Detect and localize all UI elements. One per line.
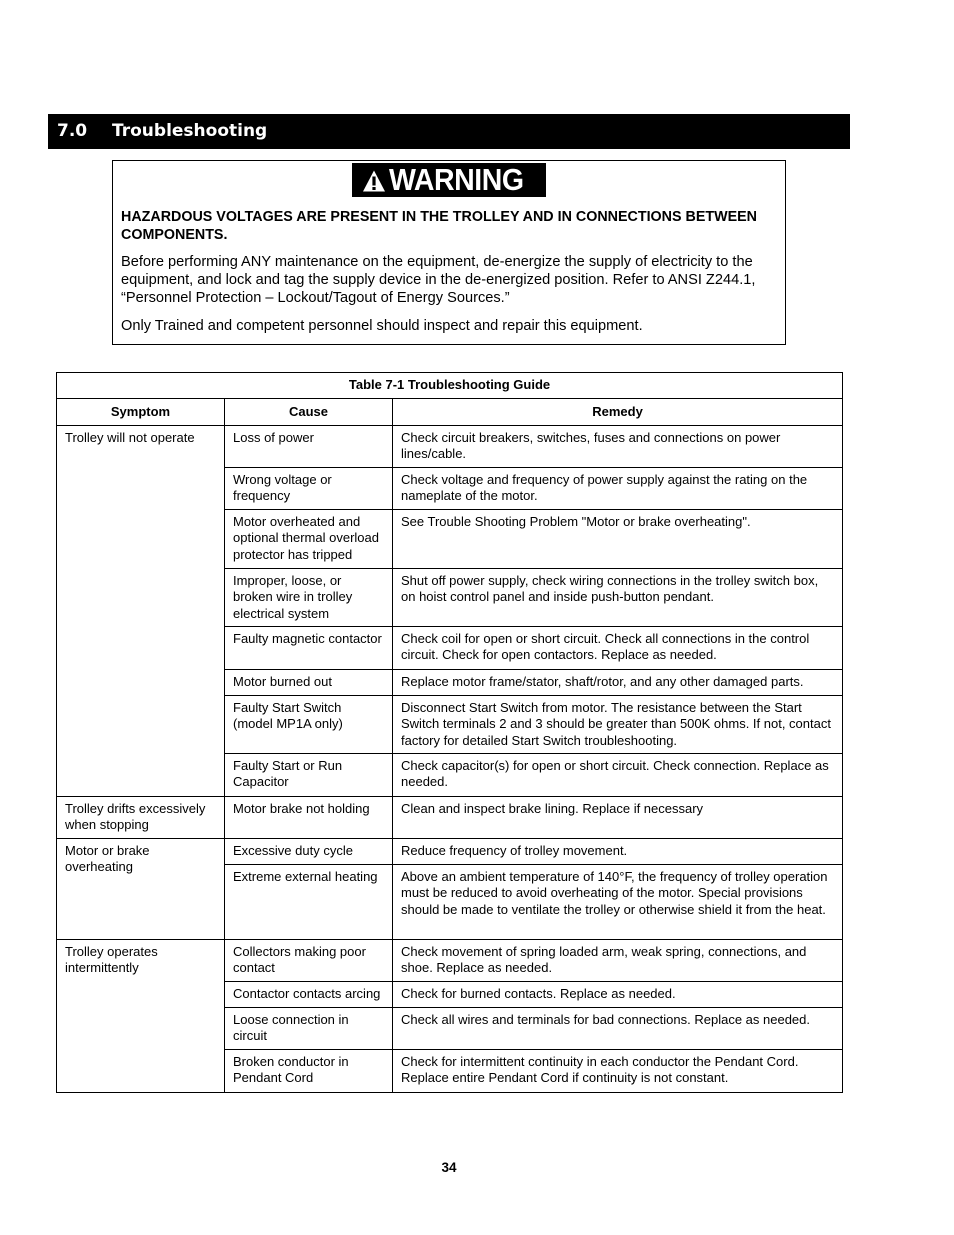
warning-banner <box>352 163 546 197</box>
warning-label: WARNING <box>389 162 524 197</box>
cause-cell: Faulty Start or Run Capacitor <box>225 754 393 797</box>
remedy-cell: Check movement of spring loaded arm, weak spring, connections, and shoe. Replace as needed. <box>393 940 843 982</box>
remedy-cell: Shut off power supply, check wiring connections in the trolley switch box, on hoist control panel and inside push-button pendant. <box>393 569 843 627</box>
warning-paragraph: Only Trained and competent personnel should inspect and repair this equipment. <box>121 318 643 334</box>
remedy-cell: Check capacitor(s) for open or short circuit. Check connection. Replace as needed. <box>393 754 843 797</box>
cause-cell: Contactor contacts arcing <box>225 982 393 1008</box>
cause-cell: Collectors making poor contact <box>225 940 393 982</box>
cause-cell: Extreme external heating <box>225 865 393 940</box>
remedy-cell: Check for intermittent continuity in each conductor the Pendant Cord. Replace entire Pendant Cord if continuity is not constant. <box>393 1050 843 1093</box>
remedy-cell: Check all wires and terminals for bad connections. Replace as needed. <box>393 1008 843 1050</box>
remedy-cell: Above an ambient temperature of 140°F, the frequency of trolley operation must be reduced to avoid overheating of the motor. Special provisions should be made to ventilate the trolley or otherwise shield it from the heat. <box>393 865 843 940</box>
troubleshooting-table <box>56 372 843 1093</box>
table-row <box>57 940 843 982</box>
remedy-cell: Reduce frequency of trolley movement. <box>393 839 843 865</box>
cause-cell: Motor overheated and optional thermal overload protector has tripped <box>225 510 393 569</box>
cause-cell: Motor brake not holding <box>225 797 393 839</box>
table-row <box>57 797 843 839</box>
remedy-cell: Replace motor frame/stator, shaft/rotor, and any other damaged parts. <box>393 670 843 696</box>
page-number: 34 <box>441 1160 457 1175</box>
table-row <box>57 839 843 865</box>
warning-box <box>112 160 786 345</box>
remedy-cell: Check circuit breakers, switches, fuses and connections on power lines/cable. <box>393 426 843 468</box>
cause-cell: Faulty magnetic contactor <box>225 627 393 670</box>
remedy-cell: Check coil for open or short circuit. Check all connections in the control circuit. Check for open contactors. Replace as needed. <box>393 627 843 670</box>
cause-cell: Excessive duty cycle <box>225 839 393 865</box>
cause-cell: Loss of power <box>225 426 393 468</box>
remedy-cell: Check for burned contacts. Replace as needed. <box>393 982 843 1008</box>
table-row <box>57 426 843 468</box>
section-title: Troubleshooting <box>112 121 268 141</box>
table-caption: Table 7-1 Troubleshooting Guide <box>57 373 843 399</box>
remedy-cell: Disconnect Start Switch from motor. The resistance between the Start Switch terminals 2 and 3 should be greater than 500K ohms. If not, contact factory for detailed Start Switch troubleshooting. <box>393 696 843 754</box>
warning-triangle-icon <box>362 169 386 193</box>
warning-paragraph: Before performing ANY maintenance on the equipment, de-energize the supply of electricity to the equipment, and lock and tag the supply device in the de-energized position. Refer to ANSI Z244.1, “Personnel Protection – Lockout/Tagout of Energy Sources.” <box>121 254 756 306</box>
cause-cell: Motor burned out <box>225 670 393 696</box>
section-header <box>48 114 850 149</box>
cause-cell: Loose connection in circuit <box>225 1008 393 1050</box>
section-number: 7.0 <box>57 121 88 141</box>
column-header-cause: Cause <box>225 399 393 426</box>
warning-heading: HAZARDOUS VOLTAGES ARE PRESENT IN THE TROLLEY AND IN CONNECTIONS BETWEEN COMPONENTS. <box>121 209 757 243</box>
cause-cell: Wrong voltage or frequency <box>225 468 393 510</box>
cause-cell: Faulty Start Switch (model MP1A only) <box>225 696 393 754</box>
column-header-symptom: Symptom <box>57 399 225 426</box>
remedy-cell: Check voltage and frequency of power supply against the rating on the nameplate of the motor. <box>393 468 843 510</box>
symptom-cell: Motor or brake overheating <box>57 839 225 940</box>
cause-cell: Broken conductor in Pendant Cord <box>225 1050 393 1093</box>
cause-cell: Improper, loose, or broken wire in trolley electrical system <box>225 569 393 627</box>
symptom-cell: Trolley drifts excessively when stopping <box>57 797 225 839</box>
column-header-remedy: Remedy <box>393 399 843 426</box>
remedy-cell: Clean and inspect brake lining. Replace if necessary <box>393 797 843 839</box>
symptom-cell: Trolley operates intermittently <box>57 940 225 1093</box>
symptom-cell: Trolley will not operate <box>57 426 225 797</box>
remedy-cell: See Trouble Shooting Problem "Motor or brake overheating". <box>393 510 843 569</box>
